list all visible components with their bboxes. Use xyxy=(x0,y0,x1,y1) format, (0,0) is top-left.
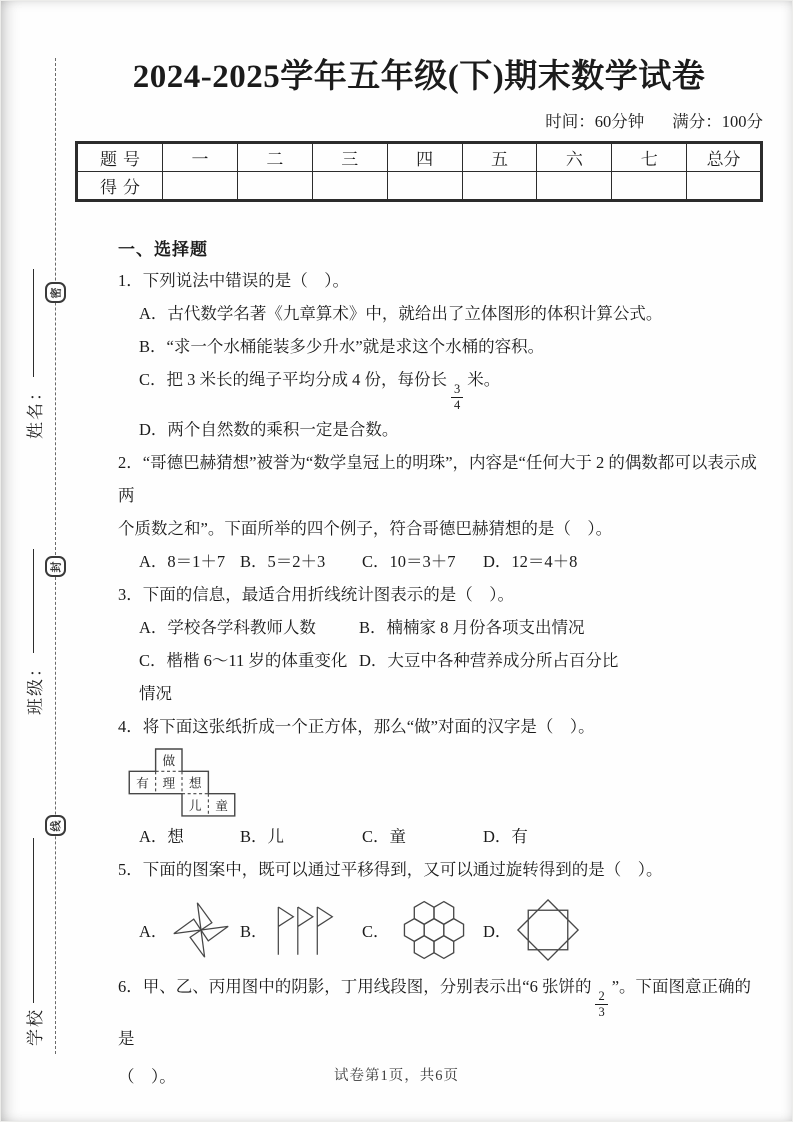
q3-option-b: B．楠楠家 8 月份各项支出情况 xyxy=(359,618,585,637)
q4-option-b: B．儿 xyxy=(240,827,285,846)
score-cell xyxy=(687,172,762,201)
name-label: 姓名： xyxy=(25,382,45,439)
seal-mark-mi-char: 密 xyxy=(50,287,63,298)
score-table-label-defen: 得分 xyxy=(77,172,163,201)
seal-mark-xian xyxy=(45,815,66,836)
q5-stem: 5．下面的图案中，既可以通过平移得到，又可以通过旋转得到的是（ ）。 xyxy=(118,860,663,879)
q1-option-c-post: 米。 xyxy=(467,370,501,389)
score-cell xyxy=(462,172,537,201)
section-heading: 一、选择题 xyxy=(118,240,208,259)
q3-option-c: C．楷楷 6～11 岁的体重变化情况 xyxy=(139,651,348,703)
full-score: 满分：100分 xyxy=(672,112,763,131)
q5-label-b: B． xyxy=(240,922,268,941)
q2-option-a: A．8＝1＋7 xyxy=(139,552,226,571)
q3-option-a: A．学校各学科教师人数 xyxy=(139,618,316,637)
q1-option-c-pre: C．把 3 米长的绳子平均分成 4 份，每份长 xyxy=(139,370,448,389)
score-table-col-1: 一 xyxy=(163,143,238,172)
q4-option-c: C．童 xyxy=(362,827,407,846)
net-cell-you: 有 xyxy=(136,776,149,791)
q3-stem: 3．下面的信息，最适合用折线统计图表示的是（ ）。 xyxy=(118,585,514,604)
score-cell xyxy=(312,172,387,201)
score-table-col-3: 三 xyxy=(312,143,387,172)
question-4 xyxy=(118,710,763,853)
fraction-denominator: 3 xyxy=(598,1005,605,1019)
q5-figures xyxy=(139,894,763,966)
q4-options xyxy=(139,820,763,853)
q6-stem-line2: （ ）。 xyxy=(118,1067,176,1086)
score-cell xyxy=(237,172,312,201)
page-footer: 试卷第1页，共6页 xyxy=(334,1068,459,1084)
question-3 xyxy=(118,578,763,710)
school-blank-line xyxy=(33,838,34,1003)
exam-content xyxy=(75,0,763,1096)
score-table-col-4: 四 xyxy=(387,143,462,172)
class-blank-line xyxy=(33,549,34,653)
fraction-numerator: 2 xyxy=(595,989,607,1005)
seal-strip xyxy=(0,0,75,1122)
q2-option-c: C．10＝3＋7 xyxy=(362,552,456,571)
q1-option-c xyxy=(139,363,763,413)
question-1 xyxy=(118,264,763,446)
question-2 xyxy=(118,446,763,578)
score-cell xyxy=(612,172,687,201)
pinwheel-figure xyxy=(172,899,230,961)
name-blank-line xyxy=(33,269,34,377)
score-table-score-row xyxy=(77,172,762,201)
q1-option-d: D．两个自然数的乘积一定是合数。 xyxy=(139,420,399,439)
fraction-two-thirds xyxy=(595,989,607,1020)
seal-mark-mi xyxy=(45,282,66,303)
fraction-three-fourths xyxy=(451,382,463,413)
overlapping-squares-figure xyxy=(516,898,580,962)
q5-option-b xyxy=(240,899,362,961)
net-cell-li: 理 xyxy=(162,776,176,791)
seal-mark-xian-char: 线 xyxy=(50,820,63,831)
score-table-col-5: 五 xyxy=(462,143,537,172)
q4-option-a: A．想 xyxy=(139,827,184,846)
class-label: 班级： xyxy=(25,658,45,715)
q6-stem-post: ”。下面图意正确的是 xyxy=(118,977,752,1048)
q4-option-d: D．有 xyxy=(483,827,528,846)
question-5 xyxy=(118,853,763,966)
q3-options-row1 xyxy=(139,611,763,644)
q1-stem: 1．下列说法中错误的是（ ）。 xyxy=(118,271,349,290)
seal-mark-feng xyxy=(45,556,66,577)
q4-stem: 4．将下面这张纸折成一个正方体，那么“做”对面的汉字是（ ）。 xyxy=(118,717,595,736)
score-cell xyxy=(537,172,612,201)
q5-label-a: A． xyxy=(139,922,168,941)
net-cell-zuo: 做 xyxy=(162,754,176,769)
score-table-col-6: 六 xyxy=(537,143,612,172)
net-cell-er: 儿 xyxy=(188,798,202,813)
fraction-denominator: 4 xyxy=(454,398,461,412)
page-title: 2024-2025学年五年级(下)期末数学试卷 xyxy=(132,59,706,95)
school-label: 学校 xyxy=(25,1008,45,1046)
net-cell-tong: 童 xyxy=(215,798,228,813)
q5-option-a xyxy=(139,899,240,961)
score-table-col-2: 二 xyxy=(237,143,312,172)
q2-option-d: D．12＝4＋8 xyxy=(483,552,578,571)
exam-meta xyxy=(75,108,763,132)
score-table-header-row xyxy=(77,143,762,172)
school-field xyxy=(21,838,45,1046)
q5-option-d xyxy=(483,898,580,962)
seal-mark-feng-char: 封 xyxy=(50,561,63,572)
q6-stem xyxy=(118,968,763,1058)
net-cell-xiang: 想 xyxy=(188,776,202,791)
fraction-numerator: 3 xyxy=(451,382,463,398)
q2-stem-line1: 2．“哥德巴赫猜想”被誉为“数学皇冠上的明珠”，内容是“任何大于 2 的偶数都可以表示成两 xyxy=(118,453,757,505)
q5-option-c xyxy=(362,894,483,966)
time-limit: 时间：60分钟 xyxy=(545,112,645,131)
score-cell xyxy=(163,172,238,201)
q5-label-c: C． xyxy=(362,922,390,941)
name-field xyxy=(21,269,45,439)
q2-option-b: B．5＝2＋3 xyxy=(240,552,326,571)
score-table-col-7: 七 xyxy=(612,143,687,172)
score-table-label-tihao: 题号 xyxy=(77,143,163,172)
honeycomb-figure xyxy=(395,894,473,966)
score-table-col-total: 总分 xyxy=(687,143,762,172)
q2-options xyxy=(139,545,763,578)
q3-options-row2 xyxy=(139,644,763,710)
class-field xyxy=(21,549,45,715)
flags-figure xyxy=(273,899,335,961)
score-cell xyxy=(387,172,462,201)
score-table xyxy=(75,141,763,202)
cube-net-figure xyxy=(128,748,236,818)
q3-option-d: D．大豆中各种营养成分所占百分比 xyxy=(359,651,619,670)
q5-label-d: D． xyxy=(483,922,512,941)
q2-stem-line2: 个质数之和”。下面所举的四个例子，符合哥德巴赫猜想的是（ ）。 xyxy=(118,519,613,538)
q1-option-b: B．“求一个水桶能装多少升水”就是求这个水桶的容积。 xyxy=(139,337,545,356)
q1-option-a: A．古代数学名著《九章算术》中，就给出了立体图形的体积计算公式。 xyxy=(139,304,663,323)
q6-stem-pre: 6．甲、乙、丙用图中的阴影，丁用线段图，分别表示出“6 张饼的 xyxy=(118,977,592,996)
